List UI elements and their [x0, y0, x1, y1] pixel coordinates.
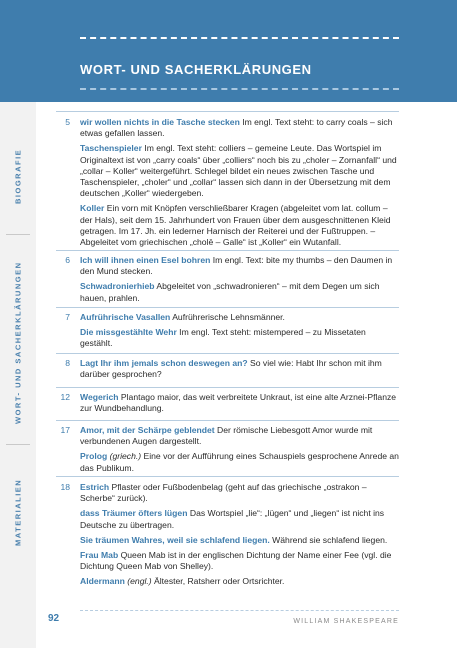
line-number: 12 [60, 392, 70, 402]
sidebar-tab-wort-und-sacherklaerungen[interactable]: WORT- UND SACHERKLÄRUNGEN [13, 261, 23, 425]
lemma: Taschenspieler [80, 143, 142, 154]
glossary-paragraph [80, 327, 399, 349]
glossary-entry [56, 358, 399, 384]
glossary-paragraph [80, 508, 399, 530]
glossary-entry [56, 392, 399, 418]
explanation-text: Eine vor der Aufführung eines Schauspiels gesprochene Anrede an das Publikum. [80, 451, 399, 473]
explanation-text: Im engl. Text steht: to carry coals – sich etwas gefallen lassen. [80, 117, 393, 139]
explanation-text: Im engl. Text steht: colliers – gemeine Leute. Das Wortspiel im Originaltext ist von „carry coals“ über „colliers“ noch bis zu „choler – Zornanfall“ und „collar – Koller“ weitergeführt. Schlegel bildet ein neues zwischen Tasche und Taschenspieler, „choler“ und „collar“ lassen sich dann in der Übersetzung mit dem deutschen „Koller“ wiedergeben. [80, 143, 397, 199]
glossary-entry [56, 482, 399, 592]
glossary-paragraph [80, 392, 399, 414]
lemma: Amor, mit der Schärpe geblendet [80, 425, 215, 435]
language-note: (engl.) [124, 576, 152, 587]
glossary-paragraph [80, 451, 399, 473]
line-number: 17 [60, 425, 70, 435]
glossary-entry [56, 425, 399, 478]
glossary-paragraph [80, 281, 399, 303]
glossary-paragraph [80, 117, 399, 139]
glossary-paragraph [80, 535, 399, 546]
explanation-text: Plantago maior, das weit verbreitete Unkraut, ist eine alte Arznei-Pflanze zur Wundbehandlung. [80, 392, 397, 414]
lemma: Sie träumen Wahres, weil sie schlafend liegen. [80, 534, 270, 545]
entry-divider [56, 111, 399, 112]
glossary-paragraph [80, 255, 399, 277]
glossary-paragraph [80, 482, 399, 504]
explanation-text: Ein vorn mit Knöpfen verschließbarer Kragen (abgeleitet vom lat. collum – der Hals), seit dem 15. Jahrhundert von Frauen über dem ausgeschnittenen Kleid getragen. Im 17. Jh. ein lederner Harnisch der Reiterei und der Fußtruppen. – Abgeleitet vom griechischen „cholē – Galle“ ist „Koller“ ein Wutanfall. [80, 203, 391, 248]
entry-divider [56, 387, 399, 388]
explanation-text: Im engl. Text: bite my thumbs – den Daumen in den Mund stecken. [80, 255, 393, 277]
lemma: Aldermann [80, 576, 125, 587]
explanation-text: Der römische Liebesgott Amor wurde mit verbundenen Augen dargestellt. [80, 425, 373, 447]
explanation-text: Im engl. Text steht: mistempered – zu Missetaten gestählt. [80, 327, 366, 349]
entry-divider [56, 420, 399, 421]
glossary-paragraph [80, 203, 399, 248]
line-number: 18 [60, 482, 70, 492]
explanation-text: Abgeleitet von „schwadronieren“ – mit dem Degen um sich hauen, prahlen. [80, 281, 380, 303]
lemma: Wegerich [80, 392, 119, 402]
lemma: Estrich [80, 482, 110, 492]
lemma: Die missgestählte Wehr [80, 327, 177, 338]
header-dashed-rule-bottom [80, 88, 399, 90]
glossary-entry [56, 117, 399, 252]
sidebar-tab-biografie[interactable]: BIOGRAFIE [13, 148, 23, 204]
glossary-paragraph [80, 143, 399, 199]
language-note: (griech.) [107, 451, 142, 462]
glossary-paragraph [80, 576, 399, 587]
lemma: dass Träumer öfters lügen [80, 508, 188, 519]
explanation-text: Aufrührerische Lehnsmänner. [170, 312, 285, 322]
explanation-text: So viel wie: Habt Ihr schon mit ihm darüber gesprochen? [80, 358, 382, 380]
explanation-text: Pflaster oder Fußbodenbelag (geht auf das griechische „ostrakon – Scherbe“ zurück). [80, 482, 367, 504]
sidebar-separator [6, 444, 30, 445]
glossary-entry [56, 255, 399, 308]
line-number: 5 [65, 117, 70, 127]
line-number: 8 [65, 358, 70, 368]
lemma: wir wollen nichts in die Tasche stecken [80, 117, 240, 127]
glossary-entry [56, 312, 399, 354]
chapter-title: WORT- UND SACHERKLÄRUNGEN [80, 62, 312, 77]
footer-dashed-rule [80, 610, 399, 611]
explanation-text: Das Wortspiel „lie“: „lügen“ und „liegen“ ist nicht ins Deutsche zu übertragen. [80, 508, 385, 530]
line-number: 6 [65, 255, 70, 265]
lemma: Aufrührische Vasallen [80, 312, 171, 322]
glossary-paragraph [80, 312, 399, 323]
lemma: Prolog [80, 451, 108, 462]
lemma: Ich will ihnen einen Esel bohren [80, 255, 211, 265]
lemma: Koller [80, 203, 105, 214]
sidebar-tab-materialien[interactable]: MATERIALIEN [13, 478, 23, 546]
page-number: 92 [48, 613, 60, 624]
lemma: Frau Mab [80, 550, 119, 561]
glossary-paragraph [80, 550, 399, 572]
sidebar-separator [6, 234, 30, 235]
explanation-text: Queen Mab ist in der englischen Dichtung der Name einer Fee (vgl. die Dichtung Queen Mab von Shelley). [80, 550, 392, 572]
lemma: Lagt Ihr ihm jemals schon deswegen an? [80, 358, 248, 368]
header-dashed-rule-top [80, 37, 399, 39]
line-number: 7 [65, 312, 70, 322]
chapter-header [0, 0, 457, 102]
section-sidebar [0, 102, 36, 648]
glossary-paragraph [80, 358, 399, 380]
running-title: WILLIAM SHAKESPEARE [293, 618, 399, 625]
explanation-text: Während sie schlafend liegen. [269, 534, 388, 545]
explanation-text: Ältester, Ratsherr oder Ortsrichter. [151, 576, 285, 587]
lemma: Schwadronierhieb [80, 281, 155, 292]
glossary-paragraph [80, 425, 399, 447]
